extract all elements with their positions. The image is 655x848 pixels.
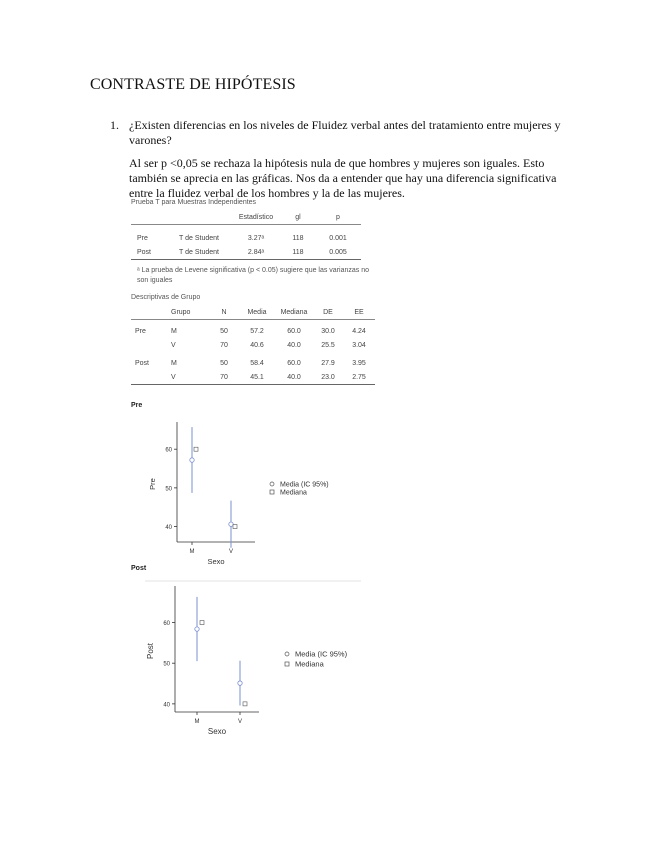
ttest-test: T de Student [179,234,219,242]
descriptives-table [131,305,375,385]
table-row [131,324,375,338]
table-row [131,370,375,385]
ttest-gl: 118 [292,234,304,242]
desc-mediana: 40.0 [287,341,301,349]
mean-point [229,522,233,526]
ttest-var: Pre [137,234,148,242]
table-row [131,338,375,352]
desc-n: 50 [220,359,228,367]
desc-grupo: M [171,327,177,335]
desc-de: 30.0 [321,327,335,335]
legend-median-icon [285,662,289,666]
y-tick-label: 50 [163,661,170,668]
desc-de: 27.9 [321,359,335,367]
desc-ee: 2.75 [352,373,366,381]
desc-ee: 3.04 [352,341,366,349]
y-axis-label: Post [146,642,155,660]
legend-mean-icon [270,482,274,486]
y-tick-label: 40 [165,525,172,532]
ttest-header-row [131,210,361,225]
legend-median-label: Mediana [295,659,324,669]
desc-grupo: V [171,373,176,381]
legend-median-icon [270,490,274,494]
desc-grupo: M [171,359,177,367]
legend-mean-label: Media (IC 95%) [295,649,348,659]
desc-n: 70 [220,341,228,349]
y-tick-label: 50 [165,486,172,493]
ttest-test: T de Student [179,248,219,256]
desc-media: 40.6 [250,341,264,349]
ttest-header-stat: Estadístico [238,213,274,221]
y-tick-label: 60 [163,621,170,628]
desc-header-de: DE [323,308,333,316]
question-number: 1. [110,118,119,132]
x-axis-label: Sexo [207,557,225,566]
desc-header-media: Media [247,308,267,316]
desc-header-n: N [221,308,227,316]
table-row [131,356,375,370]
desc-var [131,370,171,385]
ttest-stat: 3.27ᵃ [247,234,265,242]
desc-n: 50 [220,327,228,335]
ttest-var: Post [137,248,152,256]
ttest-caption: Prueba T para Muestras Independientes [131,199,257,206]
chart-post-title: Post [131,565,147,572]
ttest-table [131,210,361,260]
ttest-header-p: p [336,213,340,221]
legend-mean-icon [285,652,289,656]
y-axis-label: Pre [148,478,157,490]
legend-mean-label: Media (IC 95%) [280,481,329,489]
desc-mediana: 40.0 [287,373,301,381]
desc-var: Post [135,359,150,367]
x-tick-label: V [228,549,234,555]
ttest-p: 0.005 [329,248,347,256]
median-point [200,621,204,625]
desc-media: 58.4 [250,359,264,367]
y-tick-label: 60 [165,447,172,454]
desc-n: 70 [220,373,228,381]
desc-header-ee: EE [354,308,364,316]
x-tick-label: V [237,719,243,725]
desc-ee: 4.24 [352,327,366,335]
desc-media: 57.2 [250,327,264,335]
descriptives-caption: Descriptivas de Grupo [131,294,201,301]
mean-point [195,627,199,631]
table-row [131,245,361,260]
desc-mediana: 60.0 [287,359,301,367]
median-point [194,447,198,451]
y-tick-label: 40 [163,702,170,709]
mean-point [190,458,194,462]
desc-header-grupo: Grupo [171,308,191,316]
desc-media: 45.1 [250,373,264,381]
x-axis-label: Sexo [207,727,227,736]
median-point [243,702,247,706]
desc-de: 25.5 [321,341,335,349]
x-tick-label: M [189,549,195,555]
x-tick-label: M [194,719,200,725]
chart-pre [131,414,381,570]
desc-var [131,338,171,352]
chart-post [131,578,381,748]
median-point [233,525,237,529]
page-title: CONTRASTE DE HIPÓTESIS [90,76,296,93]
mean-point [238,681,242,685]
desc-ee: 3.95 [352,359,366,367]
ttest-gl: 118 [292,248,304,256]
ttest-header-gl: gl [295,213,301,221]
ttest-p: 0.001 [329,234,347,242]
desc-header-mediana: Mediana [280,308,308,316]
desc-grupo: V [171,341,176,349]
desc-mediana: 60.0 [287,327,301,335]
table-row [131,231,361,245]
question-text: ¿Existen diferencias en los niveles de Fluidez verbal antes del tratamiento entre mujeres y varones? [129,118,561,147]
legend-median-label: Mediana [280,489,307,497]
answer-text: Al ser p <0,05 se rechaza la hipótesis nula de que hombres y mujeres son iguales. Esto también se aprecia en las gráficas. Nos da a entender que hay una diferencia significativa entre la fluidez verbal de los hombres y la de las mujeres. [129,156,557,200]
chart-pre-title: Pre [131,402,143,409]
desc-var: Pre [135,327,146,335]
ttest-stat: 2.84ᵃ [247,248,265,256]
desc-de: 23.0 [321,373,335,381]
ttest-note: ᵃ La prueba de Levene significativa (p < 0.05) sugiere que las varianzas no son iguales [137,267,370,284]
desc-header-row [131,305,375,320]
